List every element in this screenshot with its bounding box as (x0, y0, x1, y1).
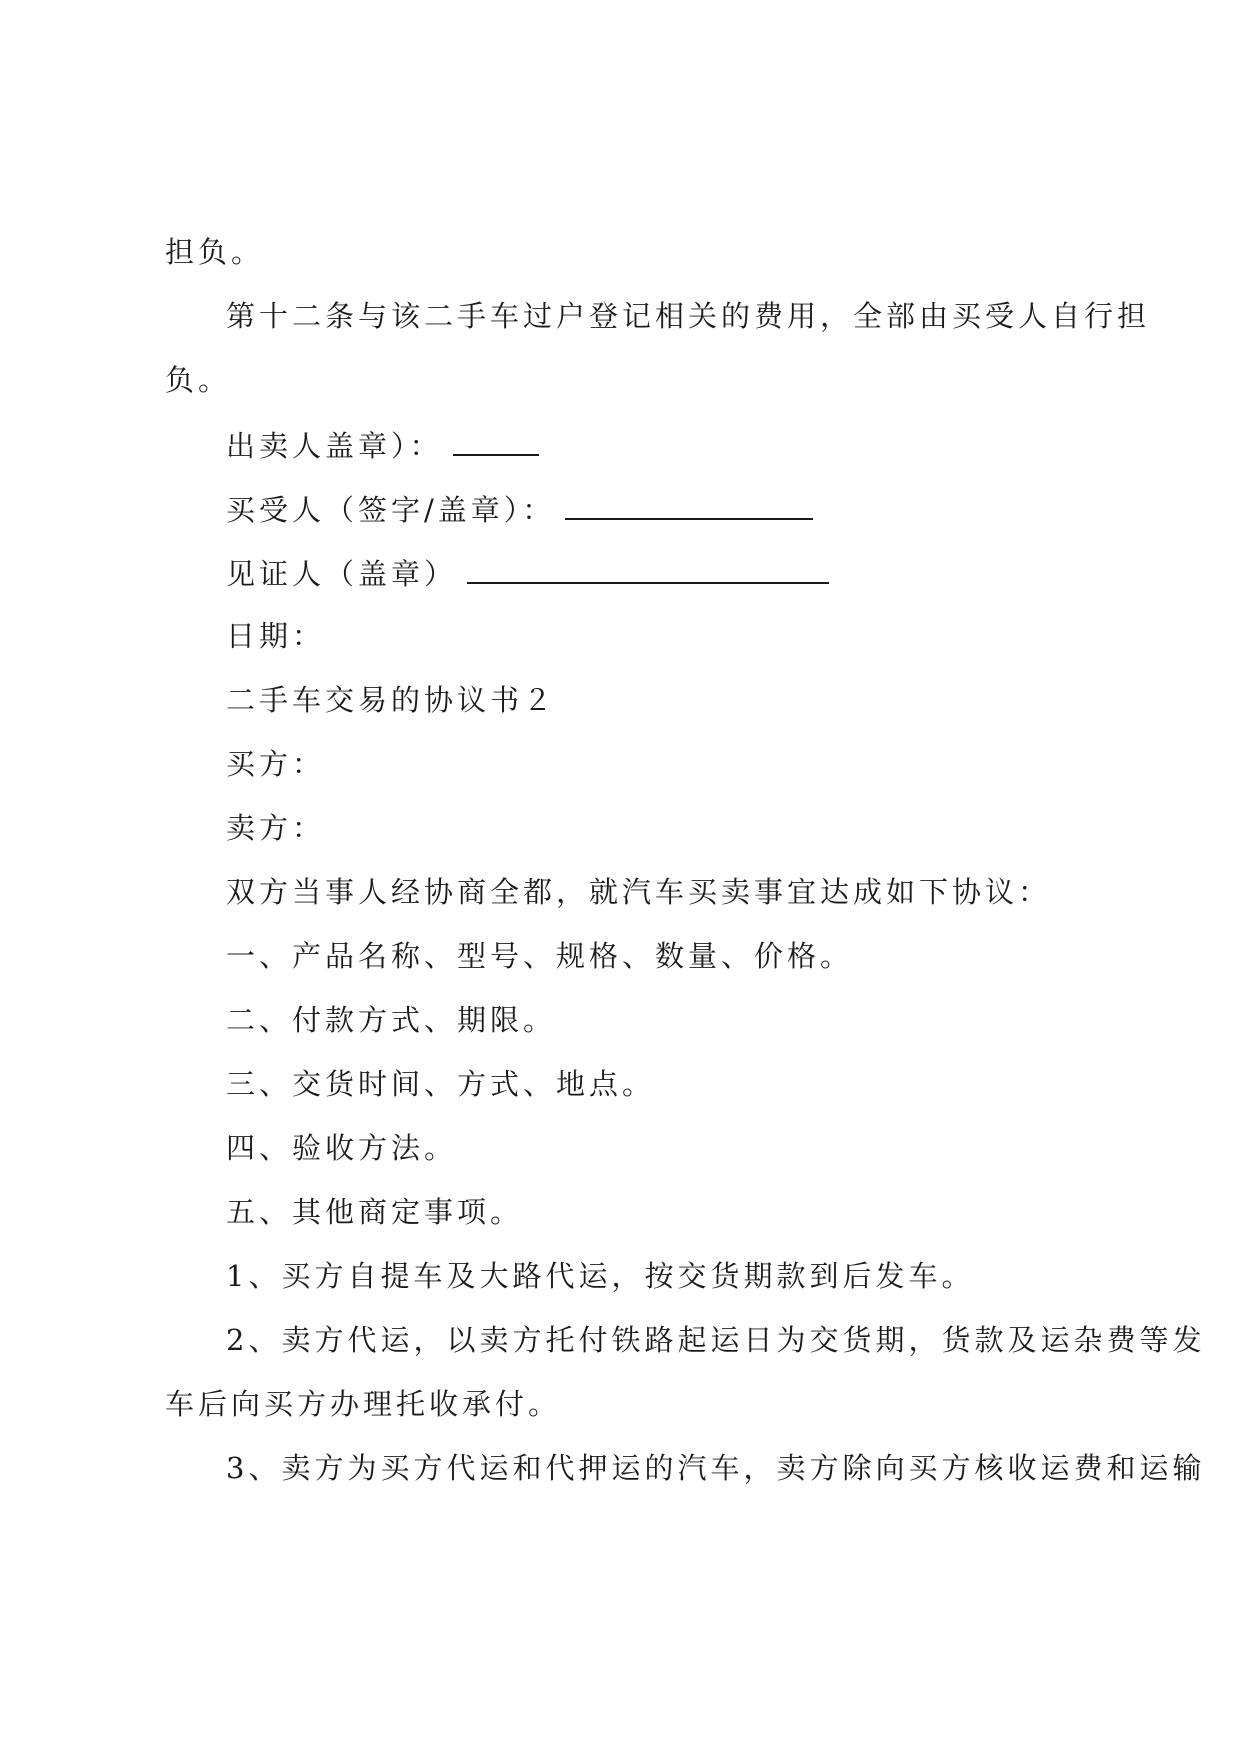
article-12-line-1: 第十二条与该二手车过户登记相关的费用，全部由买受人自行担 (226, 299, 1151, 333)
witness-signature-blank (467, 552, 829, 584)
section-title: 二手车交易的协议书２ (226, 683, 557, 717)
item-1: 1、买方自提车及大路代运，按交货期款到后发车。 (226, 1259, 975, 1293)
seller-signature-blank (453, 424, 539, 456)
item-2-line-2: 车后向买方办理托收承付。 (165, 1387, 562, 1421)
item-2-line-1: 2、卖方代运，以卖方托付铁路起运日为交货期，货款及运杂费等发 (226, 1323, 1206, 1357)
buyer-signature-blank (565, 488, 813, 520)
seller-signature-label: 出卖人盖章）： (226, 429, 443, 463)
clause-5: 五、其他商定事项。 (226, 1195, 524, 1229)
clause-2: 二、付款方式、期限。 (226, 1003, 557, 1037)
paragraph-continuation: 担负。 (165, 235, 265, 269)
seller-party-line: 卖方： (226, 811, 326, 845)
clause-3: 三、交货时间、方式、地点。 (226, 1067, 656, 1101)
buyer-signature-label: 买受人（签字/盖章）： (226, 493, 556, 527)
article-12-line-2: 负。 (165, 363, 232, 397)
clause-4: 四、验收方法。 (226, 1131, 458, 1165)
item-3-line-1: 3、卖方为买方代运和代押运的汽车，卖方除向买方核收运费和运输 (226, 1451, 1206, 1485)
clause-1: 一、产品名称、型号、规格、数量、价格。 (226, 939, 854, 973)
witness-signature-line (226, 552, 1086, 592)
agreement-intro: 双方当事人经协商全都，就汽车买卖事宜达成如下协议： (226, 875, 1052, 909)
buyer-signature-line (226, 488, 1086, 528)
date-line: 日期： (226, 619, 326, 653)
witness-signature-label: 见证人（盖章） (226, 557, 458, 591)
seller-signature-line (226, 424, 1086, 464)
buyer-party-line: 买方： (226, 747, 326, 781)
